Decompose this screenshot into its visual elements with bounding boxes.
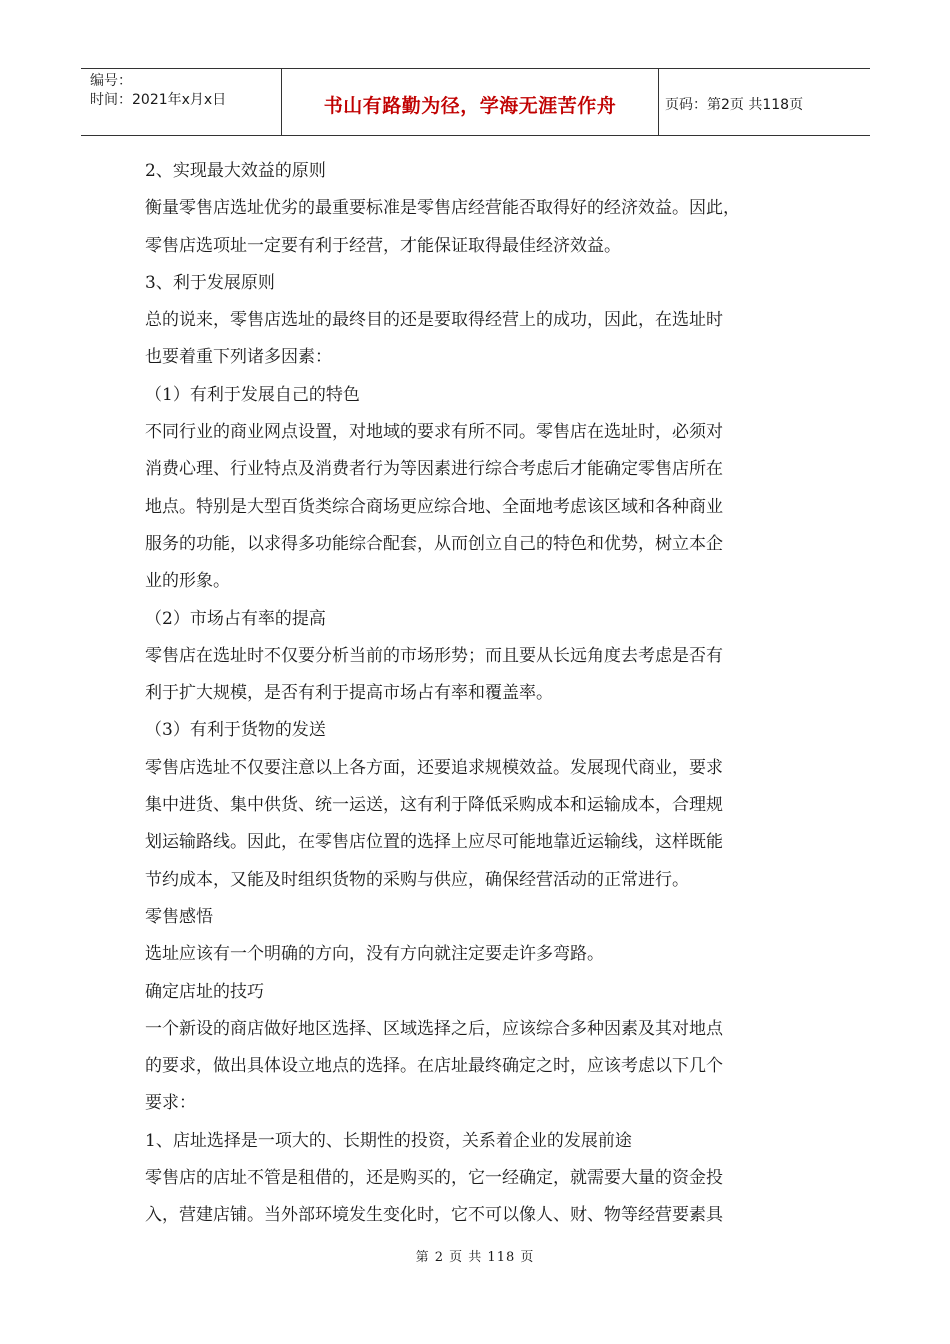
body-line: 确定店址的技巧 [145,981,264,1002]
body-line: 服务的功能，以求得多功能综合配套，从而创立自己的特色和优势，树立本企 [145,533,723,554]
body-line: 3、利于发展原则 [145,272,275,293]
body-line: 入，营建店铺。当外部环境发生变化时，它不可以像人、财、物等经营要素具 [145,1205,723,1226]
body-line: 零售店选址不仅要注意以上各方面，还要追求规模效益。发展现代商业，要求 [145,757,723,778]
document-body [145,153,820,1235]
header-date-label: 时间：2021年x月x日 [90,92,227,108]
header-info-cell [81,69,282,135]
header-number-label: 编号： [90,73,132,89]
body-line: （2）市场占有率的提高 [145,608,326,629]
page-header [81,68,870,136]
body-line: 要求： [145,1093,196,1114]
body-line: （1）有利于发展自己的特色 [145,384,360,405]
body-line: 1、店址选择是一项大的、长期性的投资，关系着企业的发展前途 [145,1130,632,1151]
body-line: 2、实现最大效益的原则 [145,161,326,181]
body-line: 零售店选项址一定要有利于经营，才能保证取得最佳经济效益。 [145,235,621,256]
body-line: 的要求，做出具体设立地点的选择。在店址最终确定之时，应该考虑以下几个 [145,1056,723,1077]
body-line: 节约成本，又能及时组织货物的采购与供应，确保经营活动的正常进行。 [145,869,689,890]
body-line: 总的说来，零售店选址的最终目的还是要取得经营上的成功，因此，在选址时 [145,310,723,331]
header-page-label: 页码：第2页 共118页 [665,97,804,113]
body-line: 集中进货、集中供货、统一运送，这有利于降低采购成本和运输成本，合理规 [145,795,723,816]
body-line: 也要着重下列诸多因素： [145,347,332,368]
page-footer: 第 2 页 共 118 页 [415,1250,535,1265]
body-line: 衡量零售店选址优劣的最重要标准是零售店经营能否取得好的经济效益。因此， [145,198,740,219]
body-line: 划运输路线。因此，在零售店位置的选择上应尽可能地靠近运输线，这样既能 [145,832,723,853]
body-line: 不同行业的商业网点设置，对地域的要求有所不同。零售店在选址时，必须对 [145,422,723,443]
body-line: 零售店在选址时不仅要分析当前的市场形势；而且要从长远角度去考虑是否有 [145,645,723,666]
body-line: 一个新设的商店做好地区选择、区域选择之后，应该综合多种因素及其对地点 [145,1018,723,1039]
body-line: 零售店的店址不管是租借的，还是购买的，它一经确定，就需要大量的资金投 [145,1168,723,1189]
body-line: 业的形象。 [145,571,230,592]
body-line: 选址应该有一个明确的方向，没有方向就注定要走许多弯路。 [145,944,604,965]
body-line: （3）有利于货物的发送 [145,720,326,741]
body-line: 地点。特别是大型百货类综合商场更应综合地、全面地考虑该区域和各种商业 [145,496,723,517]
body-line: 利于扩大规模，是否有利于提高市场占有率和覆盖率。 [145,683,553,704]
header-motto: 书山有路勤为径，学海无涯苦作舟 [282,69,659,135]
body-line: 零售感悟 [145,906,213,927]
body-line: 消费心理、行业特点及消费者行为等因素进行综合考虑后才能确定零售店所在 [145,459,723,480]
